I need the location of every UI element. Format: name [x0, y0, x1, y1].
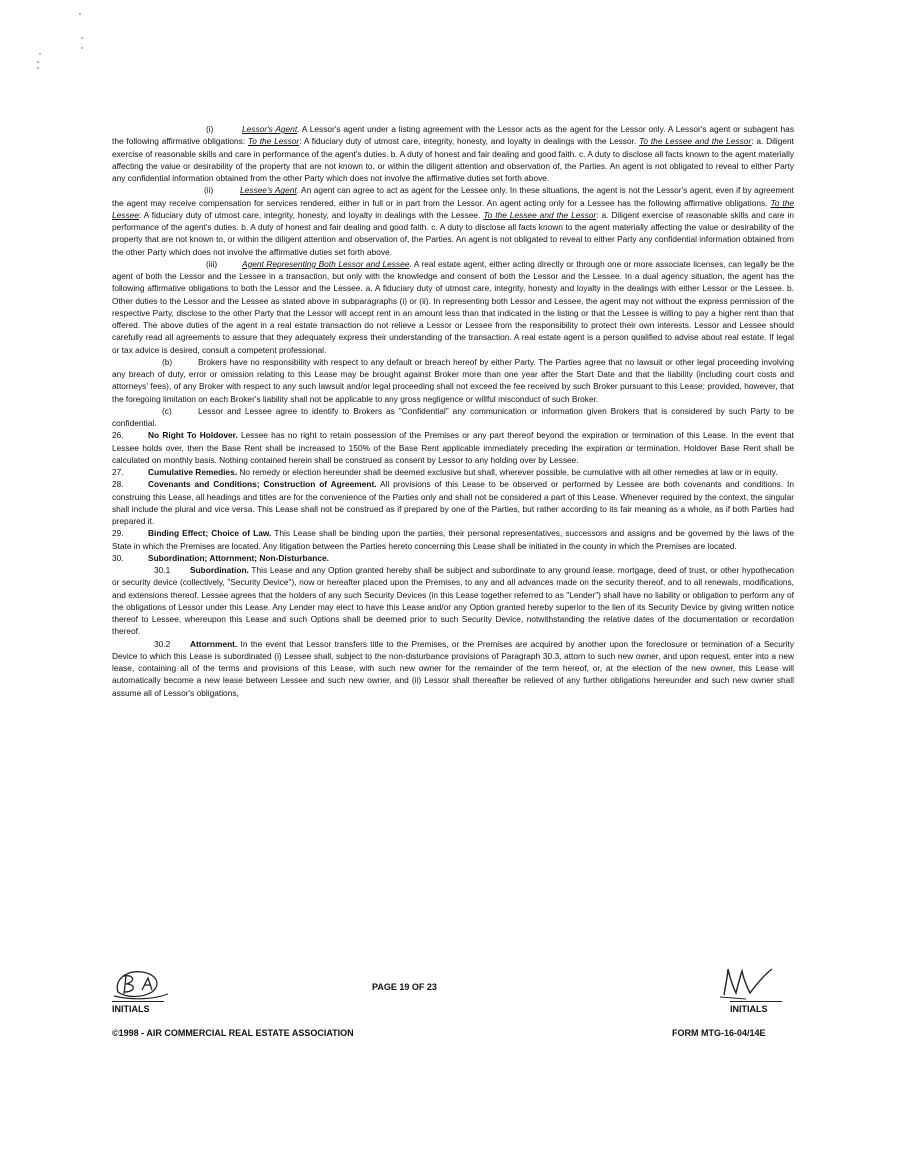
paragraph-lessors-agent: (i) Lessor's Agent. A Lessor's agent under a listing agreement with the Lessor acts as the agent for the Lessor only. A Lessor's agent or subagent has the following affirmative obligations: To the Lessor: A fiduciary duty of utmost care, integrity, honesty, and loyalty in dealings with the Lessor. To the Lessee and the Lessor: a. Diligent exercise of reasonable skills and care in performance of the agent's duties. b. A duty of honest and fair dealing and good faith. c. A duty to disclose all facts known to the agent materially affecting the value or desirability of the property that are not known to, or within the diligent attention and observation of, the Parties. An agent is not obligated to reveal to either Party any confidential information obtained from the other Party which does not involve the affirmative duties set forth above. [112, 124, 794, 183]
heading-lessors-agent: Lessor's Agent [242, 124, 298, 134]
initials-label-left: INITIALS [112, 1001, 164, 1014]
scan-specks [36, 10, 96, 80]
paragraph-c: (c) Lessor and Lessee agree to identify to Brokers as "Confidential" any communication or information given Brokers that is considered by such Party to be confidential. [112, 405, 794, 428]
paragraph-lessees-agent: (ii) Lessee's Agent. An agent can agree to act as agent for the Lessee only. In these situations, the agent is not the Lessor's agent, even if by agreement the agent may receive compensation for services rendered, either in full or in part from the Lessor. An agent acting only for a Lessee has the following affirmative obligations. To the Lessee: A fiduciary duty of utmost care, integrity, honesty, and loyalty in dealings with the Lessee. To the Lessee and the Lessor: a. Diligent exercise of reasonable skills and care in performance of the agent's duties. b. A duty of honest and fair dealing and good faith. c. A duty to disclose all facts known to the agent materially affecting the value or desirability of the property that are not known to, or within the diligent attention and observation of, the Parties. An agent is not obligated to reveal to either Party any confidential information obtained from the other Party which does not involve the affirmative duties set forth above. [112, 185, 794, 257]
page-number: PAGE 19 OF 23 [372, 982, 437, 992]
form-identifier: FORM MTG-16-04/14E [672, 1028, 766, 1038]
heading-27: Cumulative Remedies. [148, 467, 238, 477]
heading-28: Covenants and Conditions; Construction of Agreement. [148, 479, 377, 490]
section-27: 27. Cumulative Remedies. No remedy or election hereunder shall be deemed exclusive but shall, wherever possible, be cumulative with all other remedies at law or in equity. [112, 467, 778, 477]
heading-29: Binding Effect; Choice of Law. [148, 528, 272, 539]
heading-lessees-agent: Lessee's Agent [240, 185, 297, 196]
section-30-2: 30.2 Attornment. In the event that Lessor transfers title to the Premises, or the Premises are acquired by another upon the foreclosure or termination of a Security Device to which this Lease is subordinated (i) Lessee shall, subject to the non-disturbance provisions of Paragraph 30.3, attorn to such new owner, and upon request, enter into a new lease, containing all of the terms and provisions of this Lease, with such new owner for the remainder of the term hereof, or, at the election of the new owner, this Lease will automatically become a new lease between Lessee and such new owner, and (ii) Lessor shall thereafter be relieved of any further obligations hereunder and such new owner shall assume all of Lessor's obligations, [112, 638, 794, 698]
copyright-notice: ©1998 - AIR COMMERCIAL REAL ESTATE ASSOCIATION [112, 1028, 354, 1038]
section-30: 30. Subordination; Attornment; Non-Disturbance. [112, 552, 329, 563]
section-30-1: 30.1 Subordination. This Lease and any Option granted hereby shall be subject and subordinate to any ground lease, mortgage, deed of trust, or other hypothecation or security device (collectively, "Security Device"), now or hereafter placed upon the Premises, to any and all advances made on the security thereof, and to all renewals, modifications, and extensions thereof. Lessee agrees that the holders of any such Security Devices (in this Lease together referred to as "Lender") shall have no liability or obligation to perform any of the obligations of Lessor under this Lease. Any Lender may elect to have this Lease and/or any Option granted hereby superior to the lien of its Security Device by giving written notice thereof to Lessee, whereupon this Lease and such Options shall be deemed prior to such Security Device, notwithstanding the relative dates of the documentation or recordation thereof. [112, 565, 794, 637]
heading-dual-agent: Agent Representing Both Lessor and Lessee [242, 258, 410, 269]
heading-30-2: Attornment. [190, 638, 238, 649]
paragraph-b: (b) Brokers have no responsibility with respect to any default or breach hereof by either Party. The Parties agree that no lawsuit or other legal proceeding involving any breach of duty, error or omission relating to this Lease may be brought against Broker more than one year after the Start Date and that the liability (including court costs and attorneys' fees), of any Broker with respect to any such lawsuit and/or legal proceeding shall not exceed the fee received by such Broker pursuant to this Lease; provided, however, that the foregoing limitation on each Broker's liability shall not be applicable to any gross negligence or willful misconduct of such Broker. [112, 356, 794, 404]
lease-body [112, 123, 794, 699]
heading-30: Subordination; Attornment; Non-Disturbance. [148, 552, 329, 563]
section-26: 26. No Right To Holdover. Lessee has no right to retain possession of the Premises or any part thereof beyond the expiration or termination of this Lease. In the event that Lessee holds over, then the Base Rent shall be increased to 150% of the Base Rent applicable immediately preceding the expiration or termination. Holdover Base Rent shall be calculated on monthly basis. Nothing contained herein shall be construed as consent by Lessor to any holding over by Lessee. [112, 430, 794, 465]
heading-26: No Right To Holdover. [148, 430, 238, 441]
section-28: 28. Covenants and Conditions; Construction of Agreement. All provisions of this Lease to be observed or performed by Lessee are both covenants and conditions. In construing this Lease, all headings and titles are for the convenience of the Parties only and shall not be considered a part of this Lease. Whenever required by the context, the singular shall include the plural and vice versa. This Lease shall not be construed as if prepared by one of the Parties, but rather according to its fair meaning as a whole, as if both Parties had prepared it. [112, 479, 794, 526]
section-29: 29. Binding Effect; Choice of Law. This Lease shall be binding upon the parties, their personal representatives, successors and assigns and be governed by the laws of the State in which the Premises are located. Any litigation between the Parties hereto concerning this Lease shall be initiated in the county in which the Premises are located. [112, 528, 794, 551]
lessor-initials-signature [112, 966, 170, 1002]
lessee-initials-signature [716, 963, 778, 1001]
paragraph-dual-agent: (iii) Agent Representing Both Lessor and Lessee. A real estate agent, either acting directly or through one or more associate licenses, can legally be the agent of both the Lessor and the Lessee in a transaction, but only with the knowledge and consent of both the Lessor and the Lessee. In a dual agency situation, the agent has the following affirmative obligations to both the Lessor and the Lessee. a. A fiduciary duty of utmost care, integrity, honesty and loyalty in the dealings with either Lessor or the Lessee. b. Other duties to the Lessor and the Lessee as stated above in subparagraphs (i) or (ii). In representing both Lessor and Lessee, the agent may not without the express permission of the respective Party, disclose to the other Party that the Lessor will accept rent in an amount less than that indicated in the listing or that the Lessee is willing to pay a higher rent than that offered. The above duties of the agent in a real estate transaction do not relieve a Lessor or Lessee from the responsibility to protect their own interests. Lessor and Lessee should carefully read all agreements to assure that they adequately express their understanding of the transaction. A real estate agent is a person qualified to advise about real estate. If legal or tax advice is desired, consult a competent professional. [112, 258, 794, 355]
initials-label-right: INITIALS [730, 1001, 782, 1014]
heading-30-1: Subordination. [190, 565, 249, 575]
